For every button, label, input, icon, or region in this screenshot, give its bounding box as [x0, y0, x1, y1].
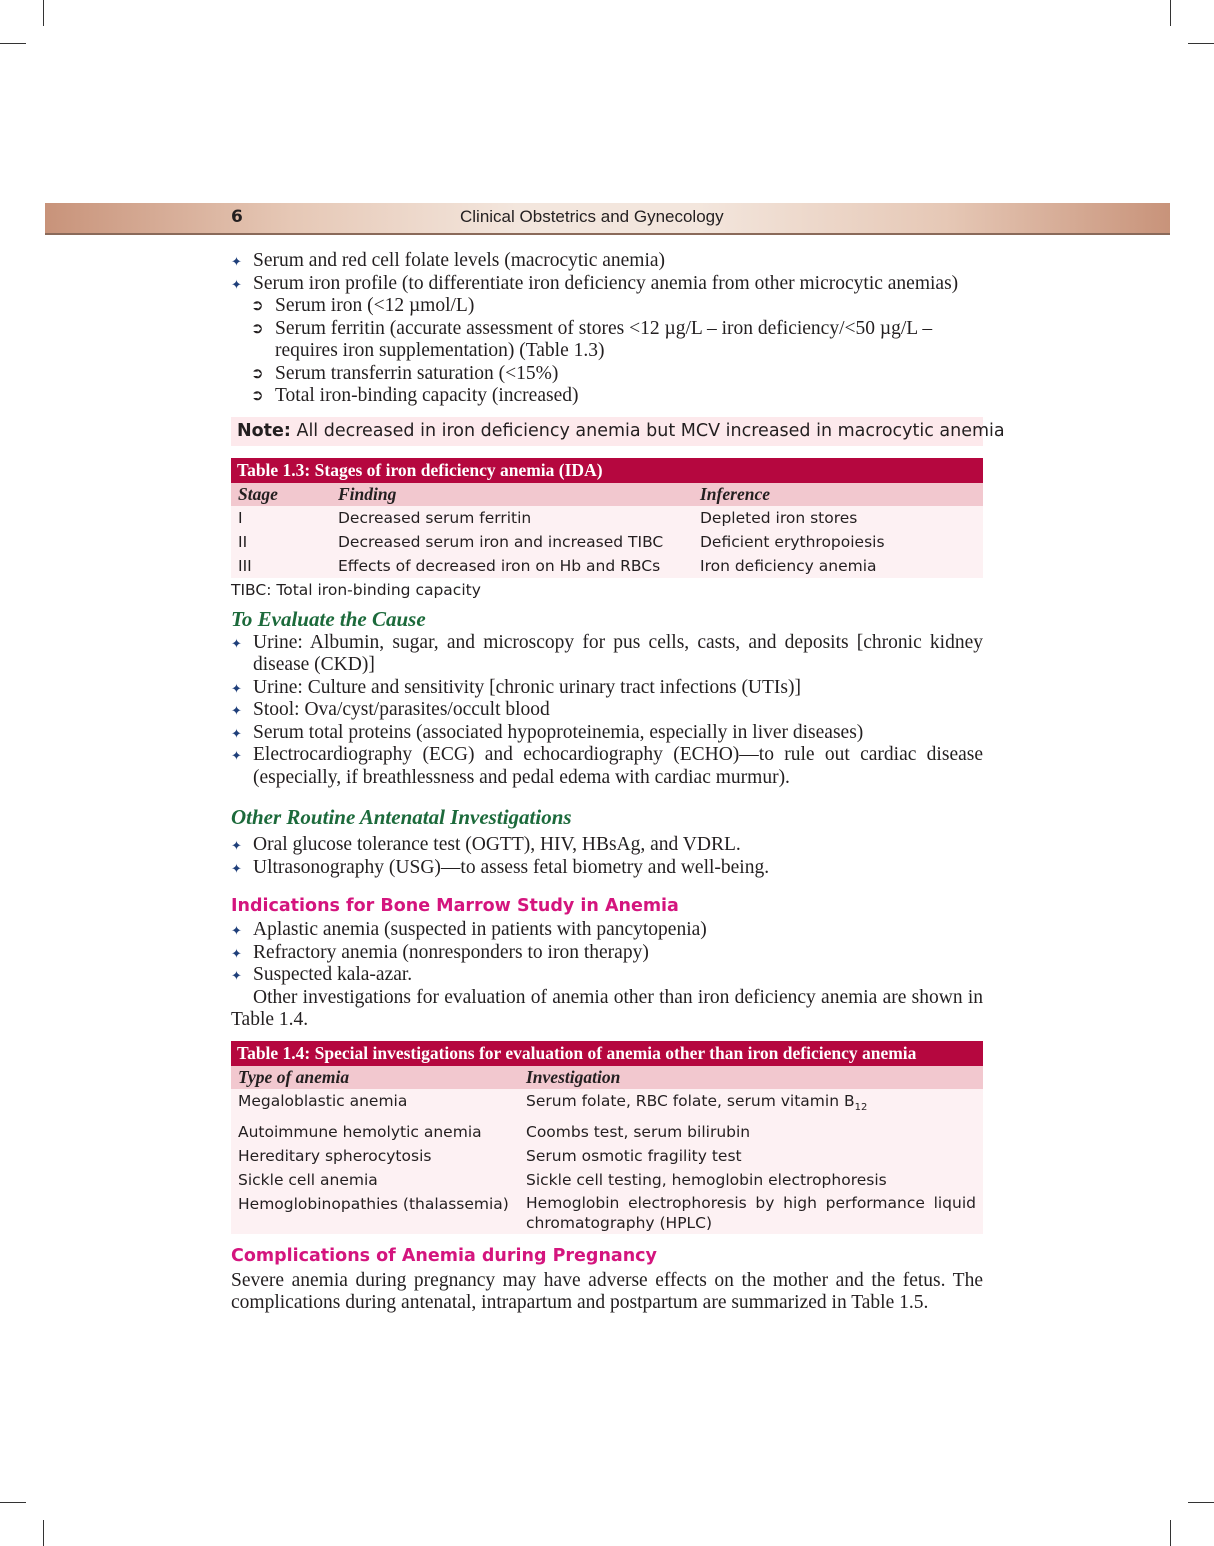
section-heading: Other Routine Antenatal Investigations	[231, 805, 572, 829]
routine-list	[231, 834, 983, 879]
table-row: II Decreased serum iron and increased TIBC Deficient erythropoiesis	[231, 530, 983, 554]
table-caption: Table 1.3: Stages of iron deficiency anemia (IDA)	[231, 458, 983, 483]
table-row: Hemoglobinopathies (thalassemia) Hemoglobin electrophoresis by high performance liquid chromatography (HPLC)	[231, 1192, 983, 1234]
sub-list-item: ➲ Serum transferrin saturation (<15%)	[251, 362, 559, 384]
crop-mark	[1170, 0, 1171, 26]
list-item: ✦ Aplastic anemia (suspected in patients with pancytopenia)	[231, 919, 983, 942]
paragraph: Other investigations for evaluation of anemia other than iron deficiency anemia are shown in Table 1.4.	[231, 986, 983, 1030]
table-1-4	[231, 1041, 983, 1234]
bullet-star-icon: ✦	[231, 635, 242, 651]
crop-mark	[43, 1520, 44, 1546]
bullet-arrow-icon: ➲	[251, 298, 264, 314]
iron-profile-sublist	[231, 295, 983, 408]
bullet-arrow-icon: ➲	[251, 320, 264, 337]
crop-mark	[0, 1502, 26, 1503]
table-row: Hereditary spherocytosis Serum osmotic fragility test	[231, 1144, 983, 1168]
list-item: ✦ Urine: Culture and sensitivity [chronic urinary tract infections (UTIs)]	[231, 677, 983, 700]
table-header-row	[231, 483, 983, 506]
bullet-star-icon: ✦	[231, 725, 242, 741]
sub-list-item: ➲ Serum ferritin (accurate assessment of stores <12 µg/L – iron deficiency/<50 µg/L – requires iron supplementation) (Table 1.3)	[251, 317, 933, 361]
list-item: ✦ Ultrasonography (USG)—to assess fetal biometry and well-being.	[231, 857, 983, 880]
bullet-star-icon: ✦	[231, 748, 242, 763]
table-row: Sickle cell anemia Sickle cell testing, hemoglobin electrophoresis	[231, 1168, 983, 1192]
section-heading: Indications for Bone Marrow Study in Anemia	[231, 896, 679, 916]
list-item: ✦ Serum iron profile (to differentiate iron deficiency anemia from other microcytic anemias)	[231, 273, 983, 296]
crop-mark	[0, 43, 26, 44]
column-header: Type of anemia	[231, 1066, 519, 1089]
bullet-star-icon: ✦	[231, 945, 242, 961]
table-1-3	[231, 458, 983, 578]
table-footnote: TIBC: Total iron-binding capacity	[231, 580, 481, 599]
column-header: Investigation	[519, 1066, 983, 1089]
bullet-arrow-icon: ➲	[251, 388, 264, 404]
crop-mark	[1170, 1520, 1171, 1546]
cause-list	[231, 632, 983, 790]
crop-mark	[1188, 43, 1214, 44]
crop-mark	[43, 0, 44, 26]
section-heading: Complications of Anemia during Pregnancy	[231, 1245, 657, 1266]
list-item: ✦ Electrocardiography (ECG) and echocardiography (ECHO)—to rule out cardiac disease (especially, if breathlessness and pedal edema with cardiac murmur).	[231, 744, 983, 788]
bullet-star-icon: ✦	[231, 254, 242, 269]
table-caption: Table 1.4: Special investigations for evaluation of anemia other than iron deficiency anemia	[231, 1041, 983, 1066]
bullet-star-icon: ✦	[231, 276, 242, 292]
bullet-star-icon: ✦	[231, 838, 242, 853]
column-header: Finding	[331, 483, 693, 506]
list-item: ✦ Refractory anemia (nonresponders to iron therapy)	[231, 942, 983, 965]
note-box: Note: All decreased in iron deficiency anemia but MCV increased in macrocytic anemia	[231, 417, 983, 446]
crop-mark	[1188, 1502, 1214, 1503]
table-header-row	[231, 1066, 983, 1089]
investigation-list	[231, 250, 983, 295]
bullet-star-icon: ✦	[231, 923, 242, 938]
bullet-arrow-icon: ➲	[251, 365, 264, 382]
table-row: Autoimmune hemolytic anemia Coombs test, serum bilirubin	[231, 1120, 983, 1144]
list-item: ✦ Serum total proteins (associated hypoproteinemia, especially in liver diseases)	[231, 722, 983, 745]
bullet-star-icon: ✦	[231, 680, 242, 696]
table-row: III Effects of decreased iron on Hb and RBCs Iron deficiency anemia	[231, 554, 983, 578]
sub-list-item: ➲ Serum iron (<12 µmol/L)	[251, 295, 475, 316]
column-header: Inference	[693, 483, 983, 506]
running-title: Clinical Obstetrics and Gynecology	[460, 207, 724, 226]
sub-list-item: ➲ Total iron-binding capacity (increased)	[251, 385, 579, 406]
section-heading: To Evaluate the Cause	[231, 606, 426, 631]
column-header: Stage	[231, 483, 331, 506]
list-item: ✦ Urine: Albumin, sugar, and microscopy for pus cells, casts, and deposits [chronic kidney disease (CKD)]	[231, 631, 983, 675]
page-number: 6	[231, 207, 243, 227]
table-row: I Decreased serum ferritin Depleted iron stores	[231, 506, 983, 530]
paragraph: Severe anemia during pregnancy may have adverse effects on the mother and the fetus. The complications during antenatal, intrapartum and postpartum are summarized in Table 1.5.	[231, 1269, 983, 1314]
list-item: ✦ Stool: Ova/cyst/parasites/occult blood	[231, 699, 983, 722]
list-item: ✦ Suspected kala-azar.	[231, 964, 983, 987]
table-row: Megaloblastic anemia Serum folate, RBC folate, serum vitamin $B_{12}$	[231, 1089, 983, 1120]
bullet-star-icon: ✦	[231, 860, 242, 876]
bone-marrow-list	[231, 919, 983, 987]
list-item: ✦ Oral glucose tolerance test (OGTT), HIV, HBsAg, and VDRL.	[231, 834, 983, 857]
bullet-star-icon: ✦	[231, 968, 242, 983]
bullet-star-icon: ✦	[231, 703, 242, 718]
list-item: ✦ Serum and red cell folate levels (macrocytic anemia)	[231, 250, 983, 273]
page-content	[231, 250, 1005, 1315]
